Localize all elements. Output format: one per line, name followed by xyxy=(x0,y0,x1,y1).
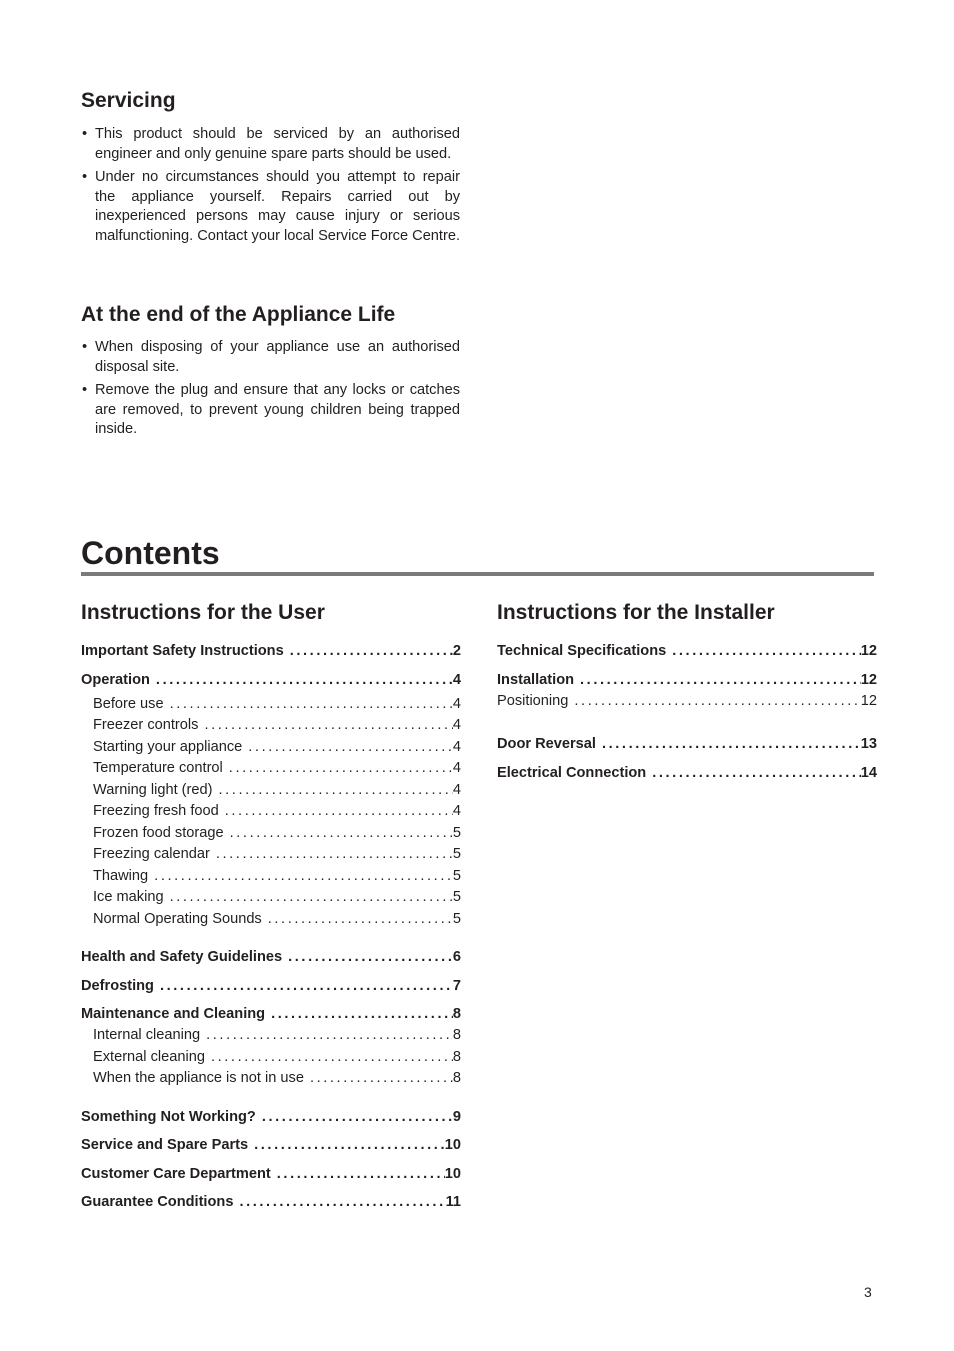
toc-page: 11 xyxy=(445,1194,461,1210)
servicing-bullet: • This product should be serviced by an authorised engineer and only genuine spare parts should be used. xyxy=(82,125,460,164)
toc-entry-internal-cleaning[interactable] xyxy=(93,1026,461,1044)
toc-leader xyxy=(160,977,453,995)
toc-label: Operation xyxy=(81,672,150,688)
toc-label: Health and Safety Guidelines xyxy=(81,949,283,965)
toc-leader xyxy=(254,1136,445,1154)
page-number: 3 xyxy=(864,1284,872,1300)
toc-entry-not-working[interactable] xyxy=(81,1108,461,1126)
toc-page: 8 xyxy=(452,1006,461,1022)
toc-entry-freezer-controls[interactable] xyxy=(93,716,461,734)
toc-label: Maintenance and Cleaning xyxy=(81,1006,266,1022)
toc-label: Something Not Working? xyxy=(81,1109,256,1125)
toc-leader xyxy=(290,642,453,660)
toc-entry-thawing[interactable] xyxy=(93,867,461,885)
toc-leader xyxy=(310,1069,453,1087)
toc-leader xyxy=(239,1193,445,1211)
toc-entry-positioning[interactable] xyxy=(497,692,877,710)
toc-entry-technical-specs[interactable] xyxy=(497,642,877,660)
toc-entry-before-use[interactable] xyxy=(93,695,461,713)
toc-page: 9 xyxy=(452,1109,461,1125)
servicing-list xyxy=(82,125,460,250)
toc-entry-starting-appliance[interactable] xyxy=(93,738,461,756)
end-of-life-list xyxy=(82,338,460,444)
toc-page: 8 xyxy=(452,1027,461,1043)
toc-leader xyxy=(229,759,453,777)
toc-entry-freezing-calendar[interactable] xyxy=(93,845,461,863)
toc-leader xyxy=(262,1108,453,1126)
toc-leader xyxy=(170,888,453,906)
toc-label: Before use xyxy=(93,696,164,712)
toc-label: Defrosting xyxy=(81,978,154,994)
toc-leader xyxy=(580,671,861,689)
toc-label: Warning light (red) xyxy=(93,782,213,798)
servicing-heading: Servicing xyxy=(81,89,176,112)
toc-leader xyxy=(219,781,453,799)
toc-label: Frozen food storage xyxy=(93,825,224,841)
toc-leader xyxy=(271,1005,453,1023)
toc-page: 8 xyxy=(452,1049,461,1065)
toc-page: 4 xyxy=(452,739,461,755)
toc-page: 12 xyxy=(860,693,877,709)
toc-label: Door Reversal xyxy=(497,736,596,752)
toc-page: 13 xyxy=(860,736,877,752)
toc-entry-door-reversal[interactable] xyxy=(497,735,877,753)
toc-label: Thawing xyxy=(93,868,149,884)
contents-rule xyxy=(81,572,874,576)
toc-label: Freezer controls xyxy=(93,717,199,733)
toc-leader xyxy=(602,735,861,753)
toc-leader xyxy=(204,716,452,734)
toc-label: External cleaning xyxy=(93,1049,205,1065)
toc-leader xyxy=(206,1026,453,1044)
toc-label: Installation xyxy=(497,672,575,688)
installer-section-heading: Instructions for the Installer xyxy=(497,601,775,624)
toc-leader xyxy=(230,824,453,842)
toc-label: Electrical Connection xyxy=(497,765,647,781)
toc-page: 10 xyxy=(444,1137,461,1153)
toc-page: 4 xyxy=(452,803,461,819)
toc-label: Technical Specifications xyxy=(497,643,667,659)
toc-entry-customer-care[interactable] xyxy=(81,1165,461,1183)
toc-page: 14 xyxy=(860,765,877,781)
toc-leader xyxy=(574,692,860,710)
toc-entry-health-safety[interactable] xyxy=(81,948,461,966)
end-of-life-heading: At the end of the Appliance Life xyxy=(81,303,396,326)
toc-leader xyxy=(170,695,453,713)
toc-page: 5 xyxy=(452,825,461,841)
user-section-heading: Instructions for the User xyxy=(81,601,325,624)
toc-label: When the appliance is not in use xyxy=(93,1070,304,1086)
toc-label: Important Safety Instructions xyxy=(81,643,284,659)
toc-entry-temperature-control[interactable] xyxy=(93,759,461,777)
toc-entry-installation[interactable] xyxy=(497,671,877,689)
toc-label: Customer Care Department xyxy=(81,1166,271,1182)
end-of-life-bullet: • When disposing of your appliance use an authorised disposal site. xyxy=(82,338,460,377)
toc-page: 7 xyxy=(452,978,461,994)
toc-entry-freezing-fresh-food[interactable] xyxy=(93,802,461,820)
toc-leader xyxy=(154,867,453,885)
toc-entry-guarantee[interactable] xyxy=(81,1193,461,1211)
toc-entry-electrical-connection[interactable] xyxy=(497,764,877,782)
toc-page: 4 xyxy=(452,696,461,712)
toc-leader xyxy=(652,764,861,782)
toc-entry-frozen-food-storage[interactable] xyxy=(93,824,461,842)
end-of-life-bullet: • Remove the plug and ensure that any locks or catches are removed, to prevent young children being trapped inside. xyxy=(82,381,460,440)
toc-leader xyxy=(225,802,453,820)
toc-leader xyxy=(288,948,453,966)
toc-label: Starting your appliance xyxy=(93,739,243,755)
toc-leader xyxy=(156,671,453,689)
toc-entry-operating-sounds[interactable] xyxy=(93,910,461,928)
toc-page: 12 xyxy=(860,672,877,688)
toc-page: 5 xyxy=(452,868,461,884)
toc-page: 10 xyxy=(444,1166,461,1182)
toc-entry-external-cleaning[interactable] xyxy=(93,1048,461,1066)
toc-page: 4 xyxy=(452,760,461,776)
toc-label: Internal cleaning xyxy=(93,1027,201,1043)
toc-page: 6 xyxy=(452,949,461,965)
toc-leader xyxy=(672,642,861,660)
toc-label: Service and Spare Parts xyxy=(81,1137,249,1153)
toc-leader xyxy=(211,1048,453,1066)
toc-page: 4 xyxy=(452,782,461,798)
toc-page: 5 xyxy=(452,889,461,905)
toc-page: 2 xyxy=(452,643,461,659)
toc-label: Normal Operating Sounds xyxy=(93,911,262,927)
toc-label: Guarantee Conditions xyxy=(81,1194,234,1210)
toc-entry-defrosting[interactable] xyxy=(81,977,461,995)
toc-page: 5 xyxy=(452,846,461,862)
toc-entry-maintenance[interactable] xyxy=(81,1005,461,1023)
toc-leader xyxy=(277,1165,445,1183)
toc-page: 4 xyxy=(452,672,461,688)
contents-title: Contents xyxy=(81,535,220,571)
toc-entry-operation[interactable] xyxy=(81,671,461,689)
toc-label: Freezing fresh food xyxy=(93,803,219,819)
toc-page: 8 xyxy=(452,1070,461,1086)
toc-page: 5 xyxy=(452,911,461,927)
toc-label: Temperature control xyxy=(93,760,223,776)
toc-page: 12 xyxy=(860,643,877,659)
toc-entry-service-spare-parts[interactable] xyxy=(81,1136,461,1154)
servicing-bullet: • Under no circumstances should you attempt to repair the appliance yourself. Repairs carried out by inexperienced persons may cause injury or serious malfunctioning. Contact your local Service Force Centre. xyxy=(82,168,460,246)
toc-entry-warning-light[interactable] xyxy=(93,781,461,799)
toc-page: 4 xyxy=(452,717,461,733)
toc-label: Ice making xyxy=(93,889,164,905)
toc-label: Freezing calendar xyxy=(93,846,210,862)
toc-entry-important-safety[interactable] xyxy=(81,642,461,660)
toc-label: Positioning xyxy=(497,693,569,709)
toc-entry-not-in-use[interactable] xyxy=(93,1069,461,1087)
toc-leader xyxy=(248,738,453,756)
toc-entry-ice-making[interactable] xyxy=(93,888,461,906)
toc-leader xyxy=(216,845,453,863)
toc-leader xyxy=(268,910,453,928)
